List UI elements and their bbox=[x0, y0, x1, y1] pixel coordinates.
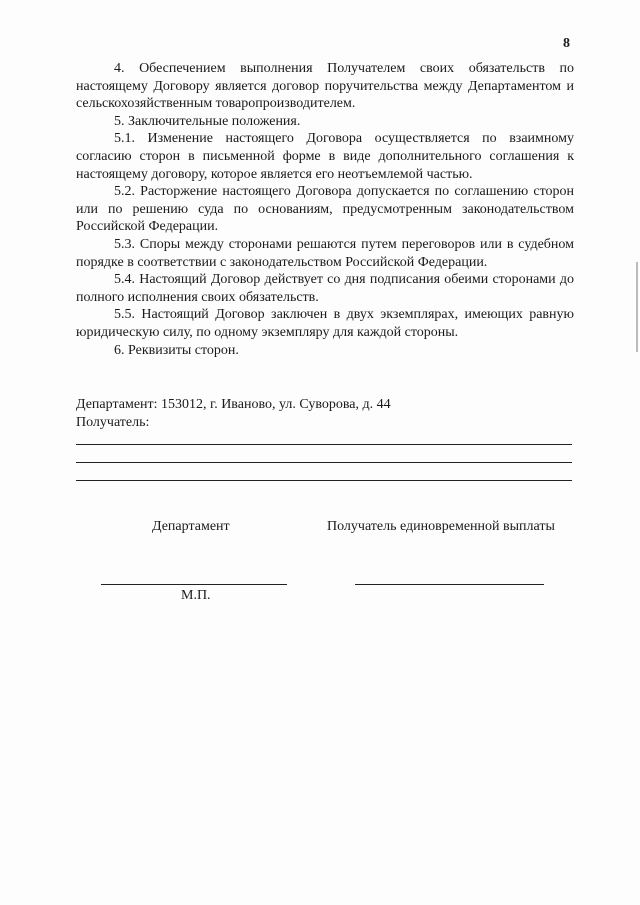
recipient-fill-line bbox=[76, 444, 572, 445]
page-number: 8 bbox=[563, 36, 570, 51]
recipient-fill-line bbox=[76, 462, 572, 463]
recipient-signature-line bbox=[355, 584, 544, 585]
department-signature-label: Департамент bbox=[152, 519, 230, 534]
paragraph-6-heading: 6. Реквизиты сторон. bbox=[114, 342, 239, 358]
department-signature-line bbox=[101, 584, 287, 585]
paragraph-4-security: 4. Обеспечением выполнения Получателем своих обязательств по настоящему Договору является договор поручительства между Департаментом и сельскохозяйственным товаропроизводителем. bbox=[76, 61, 574, 112]
paragraph-5-heading: 5. Заключительные положения. bbox=[114, 113, 301, 129]
department-address: Департамент: 153012, г. Иваново, ул. Суворова, д. 44 bbox=[76, 397, 391, 412]
stamp-place-label: М.П. bbox=[181, 588, 211, 603]
requisites-block bbox=[76, 396, 574, 432]
contract-body bbox=[76, 60, 574, 359]
paragraph-5-1: 5.1. Изменение настоящего Договора осуществляется по взаимному согласию сторон в письменной форме в виде дополнительного соглашения к настоящему договору, которое является его неотъемлемой частью. bbox=[76, 131, 574, 182]
paragraph-5-4: 5.4. Настоящий Договор действует со дня подписания обеими сторонами до полного исполнения своих обязательств. bbox=[76, 272, 574, 305]
paragraph-5-5: 5.5. Настоящий Договор заключен в двух экземплярах, имеющих равную юридическую силу, по одному экземпляру для каждой стороны. bbox=[76, 307, 574, 340]
paragraph-5-2: 5.2. Расторжение настоящего Договора допускается по соглашению сторон или по решению суда по основаниям, предусмотренным законодательством Российской Федерации. bbox=[76, 184, 574, 235]
paragraph-5-3: 5.3. Споры между сторонами решаются путем переговоров или в судебном порядке в соответствии с законодательством Российской Федерации. bbox=[76, 236, 574, 270]
recipient-label: Получатель: bbox=[76, 415, 150, 430]
recipient-signature-label: Получатель единовременной выплаты bbox=[327, 519, 555, 534]
recipient-fill-line bbox=[76, 480, 572, 481]
scan-margin-mark bbox=[636, 262, 638, 352]
